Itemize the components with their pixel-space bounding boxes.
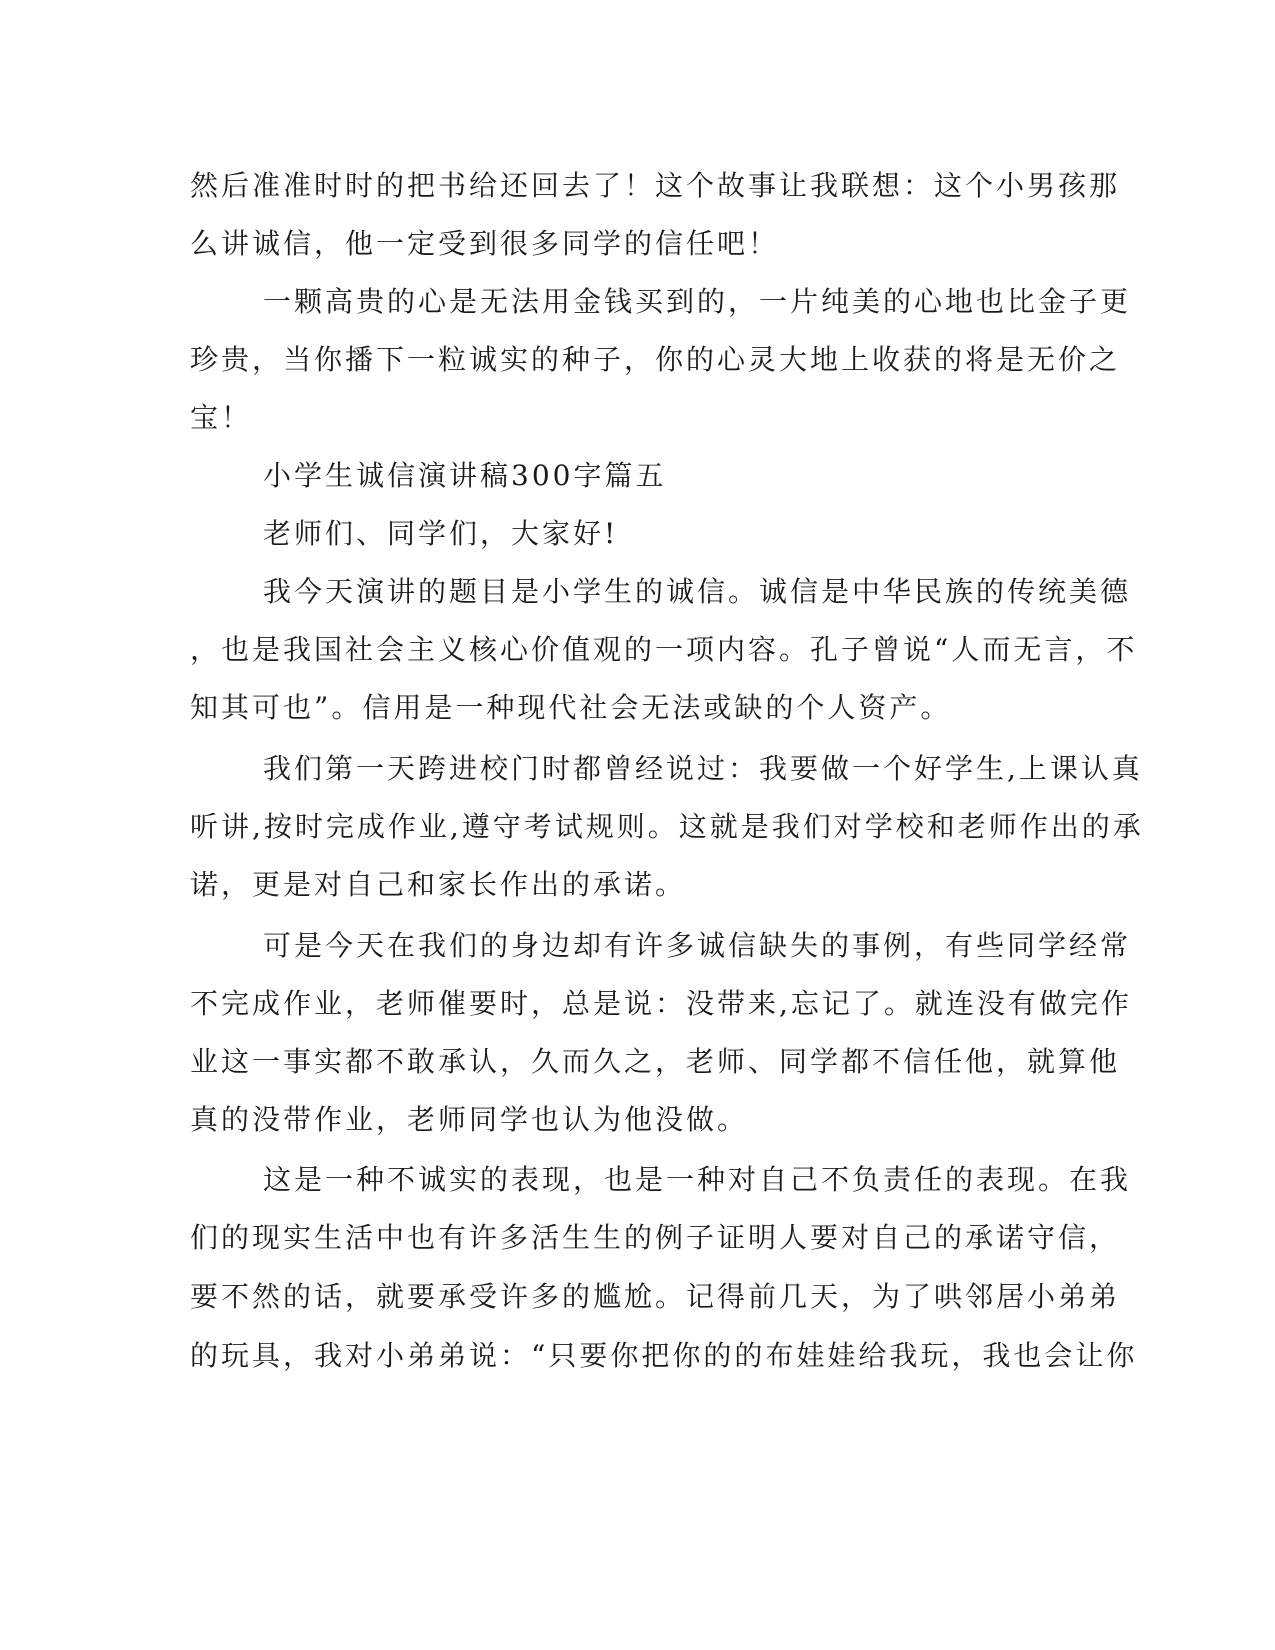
text-line: 听讲,按时完成作业,遵守考试规则。这就是我们对学校和老师作出的承	[190, 810, 1144, 843]
text-line: 宝！	[190, 401, 253, 434]
text-line: 真的没带作业，老师同学也认为他没做。	[190, 1103, 749, 1136]
text-line: 珍贵，当你播下一粒诚实的种子，你的心灵大地上收获的将是无价之	[190, 343, 1121, 376]
text-line: 诺，更是对自己和家长作出的承诺。	[190, 868, 687, 901]
section-heading: 小学生诚信演讲稿300字篇五	[263, 459, 667, 492]
text-line: 我今天演讲的题目是小学生的诚信。诚信是中华民族的传统美德	[263, 575, 1132, 608]
text-line: 们的现实生活中也有许多活生生的例子证明人要对自己的承诺守信，	[190, 1221, 1121, 1254]
text-line: 的玩具，我对小弟弟说：“只要你把你的的布娃娃给我玩，我也会让你	[190, 1339, 1138, 1372]
text-line: 要不然的话，就要承受许多的尴尬。记得前几天，为了哄邻居小弟弟	[190, 1280, 1121, 1313]
text-line: 然后准准时时的把书给还回去了！这个故事让我联想：这个小男孩那	[190, 169, 1121, 202]
text-line: 可是今天在我们的身边却有许多诚信缺失的事例，有些同学经常	[263, 929, 1132, 962]
text-line: 一颗高贵的心是无法用金钱买到的，一片纯美的心地也比金子更	[263, 285, 1132, 318]
text-line: 业这一事实都不敢承认，久而久之，老师、同学都不信任他，就算他	[190, 1045, 1121, 1078]
text-line: 这是一种不诚实的表现，也是一种对自己不负责任的表现。在我	[263, 1163, 1132, 1196]
text-line: 我们第一天跨进校门时都曾经说过：我要做一个好学生,上课认真	[263, 752, 1143, 785]
text-line: ，也是我国社会主义核心价值观的一项内容。孔子曾说“人而无言，不	[190, 633, 1138, 666]
greeting-line: 老师们、同学们，大家好!	[263, 517, 619, 550]
text-line: 知其可也”。信用是一种现代社会无法或缺的个人资产。	[190, 691, 952, 724]
text-line: 不完成作业，老师催要时，总是说：没带来,忘记了。就连没有做完作	[190, 987, 1132, 1020]
text-line: 么讲诚信，他一定受到很多同学的信任吧！	[190, 227, 780, 260]
